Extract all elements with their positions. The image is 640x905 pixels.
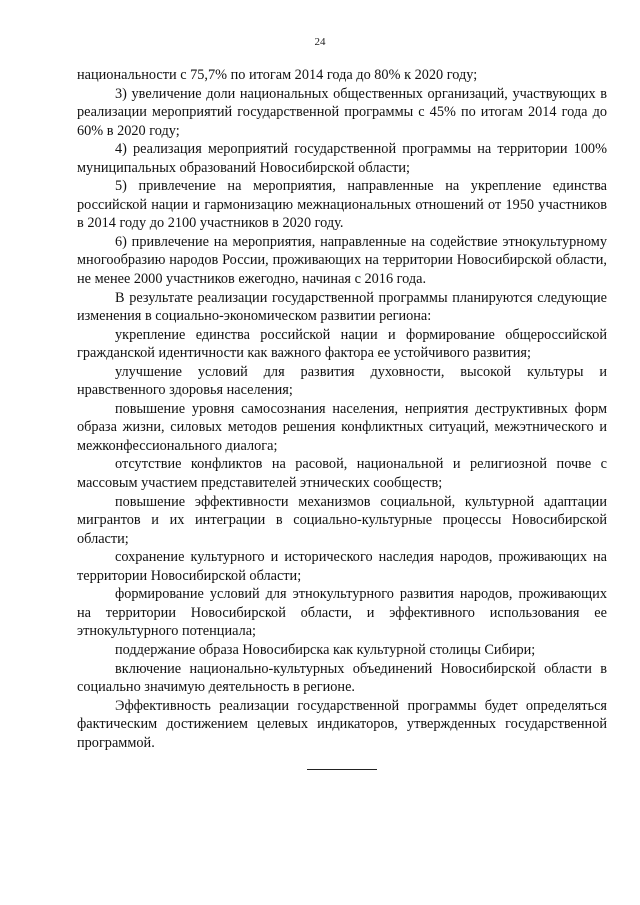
paragraph: 6) привлечение на мероприятия, направленные на содействие этнокультурному многообразию народов России, проживающих на территории Новосибирской области, не менее 2000 участников ежегодно, начиная с 2016 года. [77,233,607,288]
document-body [77,66,607,752]
paragraph: национальности с 75,7% по итогам 2014 года до 80% к 2020 году; [77,67,478,83]
paragraph: 3) увеличение доли национальных общественных организаций, участвующих в реализации мероприятий государственной программы с 45% по итогам 2014 года до 60% в 2020 году; [77,85,607,139]
paragraph: сохранение культурного и исторического наследия народов, проживающих на территории Новосибирской области; [77,549,607,584]
paragraph: повышение уровня самосознания населения, неприятия деструктивных форм образа жизни, силовых методов решения конфликтных ситуаций, межэтнического и межконфессионального диалога; [77,400,607,454]
paragraph: включение национально-культурных объединений Новосибирской области в социально значимую деятельность в регионе. [77,660,607,696]
paragraph: 4) реализация мероприятий государственной программы на территории 100% муниципальных образований Новосибирской области; [77,141,607,176]
paragraph: В результате реализации государственной программы планируются следующие изменения в социально-экономическом развитии региона: [77,289,607,325]
page-number: 24 [314,36,326,48]
paragraph: повышение эффективности механизмов социальной, культурной адаптации мигрантов и их интеграции в социально-культурные процессы Новосибирской области; [77,493,607,547]
paragraph: формирование условий для этнокультурного развития народов, проживающих на территории Новосибирской области, и эффективного использования ее этнокультурного потенциала; [77,586,607,640]
paragraph: поддержание образа Новосибирска как культурной столицы Сибири; [115,641,536,658]
paragraph: укрепление единства российской нации и формирование общероссийской гражданской идентичности как важного фактора ее устойчивого развития; [77,326,607,362]
end-separator-line [307,769,377,770]
paragraph: Эффективность реализации государственной программы будет определяться фактическим достижением целевых индикаторов, утвержденных государственной программой. [77,697,607,751]
paragraph: отсутствие конфликтов на расовой, национальной и религиозной почве с массовым участием представителей этнических сообществ; [77,456,607,492]
paragraph: улучшение условий для развития духовности, высокой культуры и нравственного здоровья населения; [77,363,607,399]
paragraph: 5) привлечение на мероприятия, направленные на укрепление единства российской нации и гармонизацию межнациональных отношений от 1950 участников в 2014 году до 2100 участников в 2020 году. [77,178,607,232]
